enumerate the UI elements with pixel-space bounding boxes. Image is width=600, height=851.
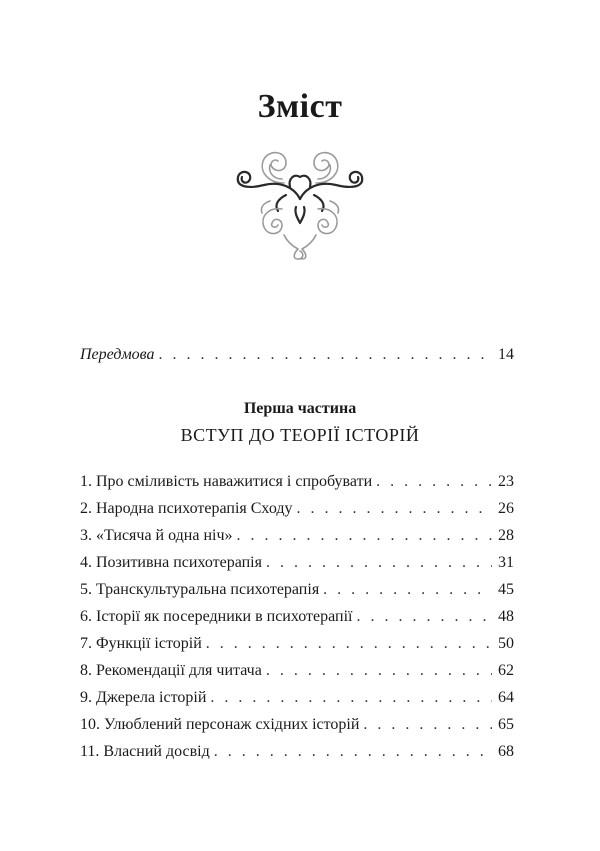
toc-entry-title: 8. Рекомендації для читача [80, 662, 262, 679]
toc-entry-title: Передмова [80, 346, 155, 363]
toc-entry-title: 1. Про сміливість наважитися і спробувати [80, 473, 373, 490]
toc-entry[interactable] [80, 660, 514, 682]
dot-leader [363, 714, 492, 736]
toc-page-number: 50 [498, 635, 514, 652]
dot-leader [297, 498, 493, 520]
toc-page-number: 23 [498, 473, 514, 490]
toc-page-number: 14 [498, 346, 514, 363]
toc-page-number: 31 [498, 554, 514, 571]
toc-entry-title: 4. Позитивна психотерапія [80, 554, 262, 571]
toc-entry[interactable] [80, 633, 514, 655]
part-title: ВСТУП ДО ТЕОРІЇ ІСТОРІЙ [180, 425, 420, 445]
toc-entry-preface[interactable] [80, 344, 514, 366]
page-title: Зміст [257, 88, 343, 125]
dot-leader [237, 525, 492, 547]
toc-entry[interactable] [80, 579, 514, 601]
toc-entry[interactable] [80, 741, 514, 763]
toc-page-number: 68 [498, 743, 514, 760]
toc-entry-title: 9. Джерела історій [80, 689, 207, 706]
toc-page-number: 45 [498, 581, 514, 598]
toc-entry[interactable] [80, 552, 514, 574]
dot-leader [356, 606, 492, 628]
toc-entry[interactable] [80, 687, 514, 709]
dot-leader [159, 344, 493, 366]
toc-entry[interactable] [80, 525, 514, 547]
dot-leader [266, 660, 492, 682]
heart-swirl-ornament-icon [224, 143, 376, 263]
toc-entry-title: 3. «Тисяча й одна ніч» [80, 527, 233, 544]
dot-leader [210, 687, 492, 709]
toc-entry-title: 5. Транскультуральна психотерапія [80, 581, 320, 598]
dot-leader [214, 741, 492, 763]
toc-entry[interactable] [80, 498, 514, 520]
dot-leader [376, 471, 492, 493]
toc-page-number: 28 [498, 527, 514, 544]
dot-leader [206, 633, 492, 655]
toc-page-number: 26 [498, 500, 514, 517]
toc-entry-title: 6. Історії як посередники в психотерапії [80, 608, 353, 625]
toc-entry[interactable] [80, 471, 514, 493]
toc-entry[interactable] [80, 714, 514, 736]
dot-leader [323, 579, 492, 601]
toc-entry-title: 2. Народна психотерапія Сходу [80, 500, 293, 517]
toc-entry-title: 7. Функції історій [80, 635, 202, 652]
toc-page-number: 62 [498, 662, 514, 679]
toc-page-number: 65 [498, 716, 514, 733]
toc-entry[interactable] [80, 606, 514, 628]
dot-leader [266, 552, 492, 574]
toc-page-number: 48 [498, 608, 514, 625]
toc-entry-title: 11. Власний досвід [80, 743, 210, 760]
toc-entry-title: 10. Улюблений персонаж східних історій [80, 716, 360, 733]
toc-page-number: 64 [498, 689, 514, 706]
part-label: Перша частина [243, 400, 357, 417]
